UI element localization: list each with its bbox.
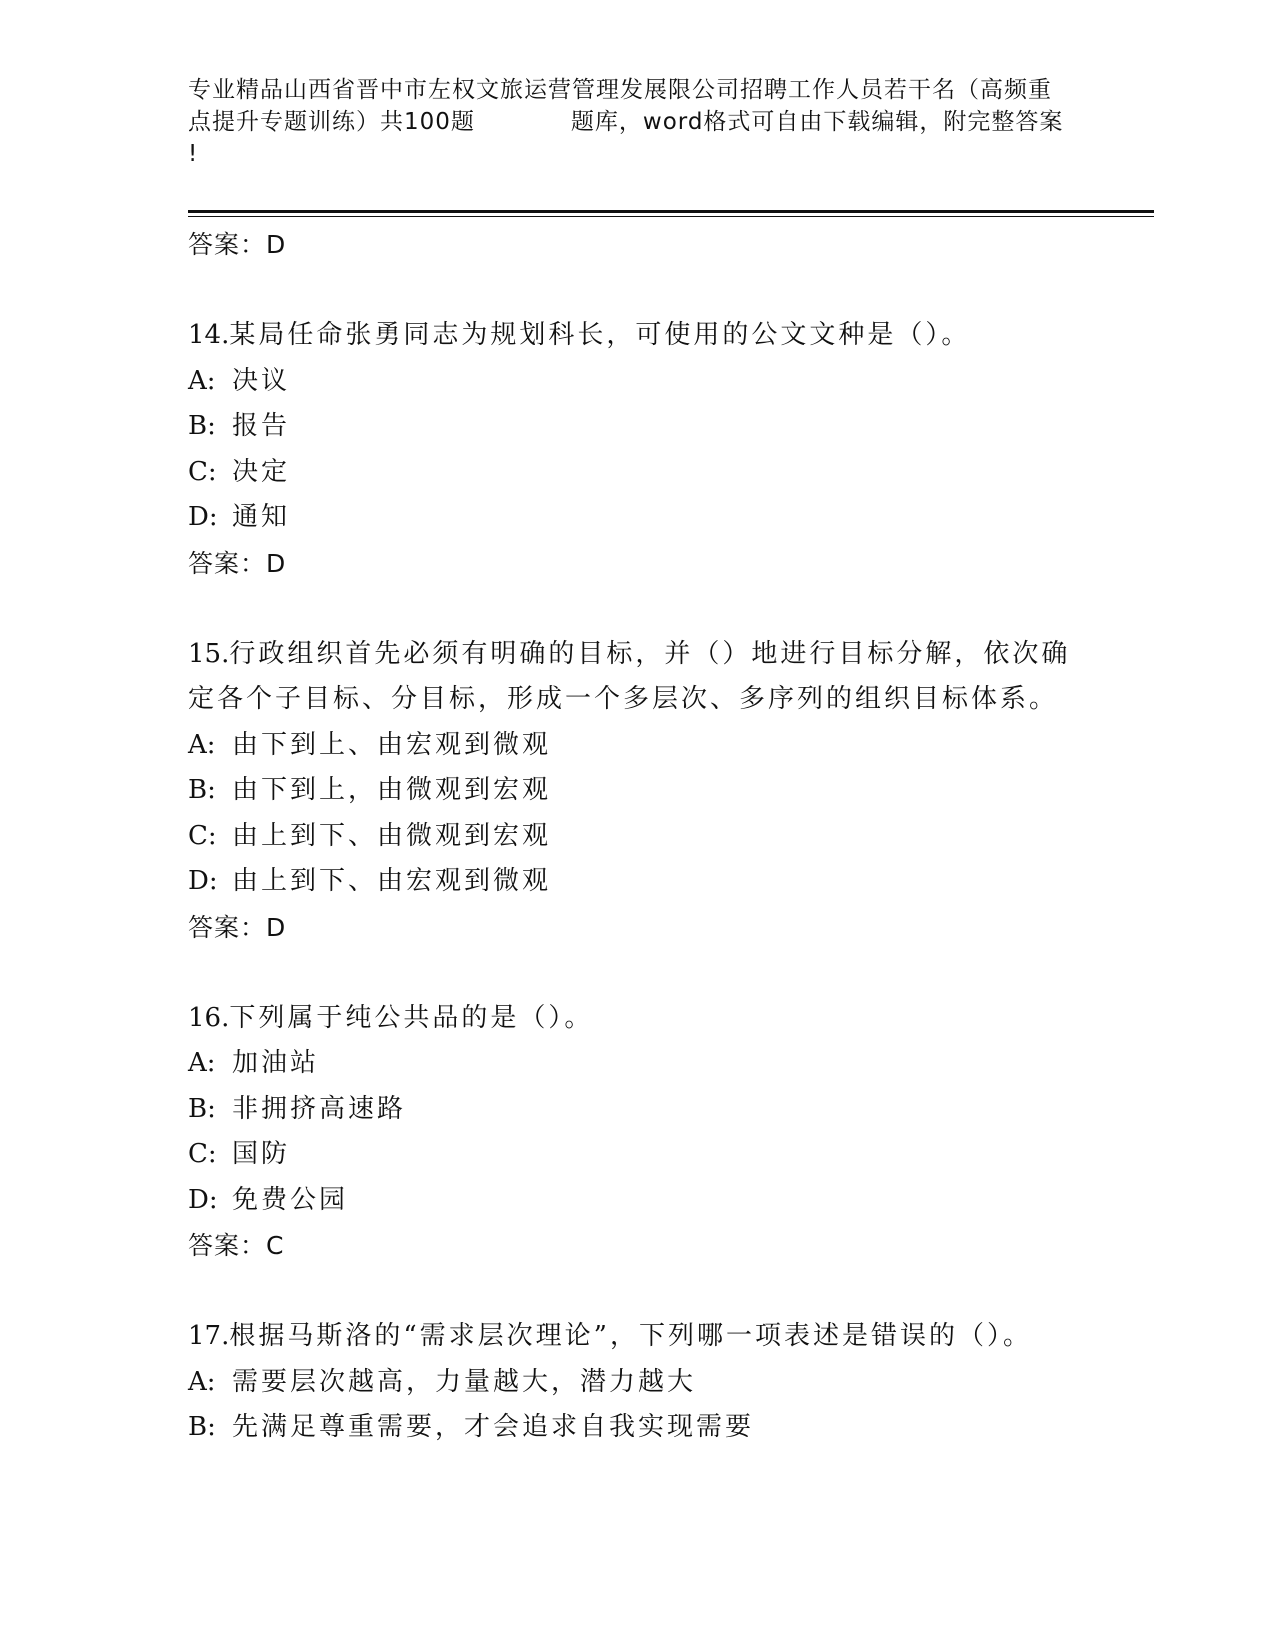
option-c[interactable]: C: 国防 — [188, 1139, 291, 1169]
option-a[interactable]: A: 加油站 — [188, 1048, 320, 1078]
question-item — [188, 313, 1148, 586]
question-text — [188, 1314, 1148, 1360]
option-b[interactable]: B: 非拥挤高速路 — [188, 1093, 407, 1124]
question-text-line: 行政组织首先必须有明确的目标，并（）地进行目标分解，依次确 — [229, 638, 1071, 669]
option-d[interactable]: D: 免费公园 — [188, 1184, 349, 1215]
option-b[interactable]: B: 由下到上，由微观到宏观 — [188, 775, 552, 805]
question-text — [188, 996, 1148, 1042]
option-c[interactable]: C: 由上到下、由微观到宏观 — [188, 820, 552, 851]
question-text-line: 某局任命张勇同志为规划科长，可使用的公文文种是（）。 — [229, 320, 971, 350]
option-a[interactable]: A: 需要层次越高，力量越大，潜力越大 — [188, 1366, 697, 1397]
question-item — [188, 996, 1148, 1269]
question-text-continued: 定各个子目标、分目标，形成一个多层次、多序列的组织目标体系。 — [188, 684, 1059, 714]
option-c[interactable]: C: 决定 — [188, 456, 291, 487]
question-text — [188, 632, 1148, 678]
header-divider-thin — [188, 216, 1154, 217]
question-number: 17. — [188, 1321, 230, 1351]
question-item — [188, 1314, 1148, 1451]
answer-label: 答案：D — [188, 230, 287, 259]
question-number: 16. — [188, 1002, 230, 1033]
option-a[interactable]: A: 决议 — [188, 365, 291, 396]
header-divider-thick — [188, 210, 1154, 213]
question-number: 14. — [188, 320, 230, 350]
question-item — [188, 632, 1148, 950]
header-title-line-2: 点提升专题训练）共100题 题库，word格式可自由下载编辑，附完整答案 — [188, 109, 1064, 135]
option-b[interactable]: B: 先满足尊重需要，才会追求自我实现需要 — [188, 1412, 755, 1442]
document-header — [188, 74, 1088, 170]
question-number: 15. — [188, 638, 230, 669]
answer-label: 答案：C — [188, 1231, 285, 1260]
option-a[interactable]: A: 由下到上、由宏观到微观 — [188, 729, 552, 760]
question-text — [188, 313, 1148, 359]
question-text-line: 下列属于纯公共品的是（）。 — [229, 1002, 594, 1033]
question-text-line: 根据马斯洛的“需求层次理论”，下列哪一项表述是错误的（）。 — [229, 1321, 1032, 1351]
option-d[interactable]: D: 通知 — [188, 502, 291, 532]
header-title-line-3: ! — [188, 141, 199, 167]
answer-label: 答案：D — [188, 912, 287, 942]
answer-label: 答案：D — [188, 548, 287, 578]
question-list — [188, 222, 1148, 1451]
header-title-line-1: 专业精品山西省晋中市左权文旅运营管理发展限公司招聘工作人员若干名（高频重 — [188, 77, 1052, 103]
option-b[interactable]: B: 报告 — [188, 411, 291, 441]
option-d[interactable]: D: 由上到下、由宏观到微观 — [188, 866, 552, 896]
